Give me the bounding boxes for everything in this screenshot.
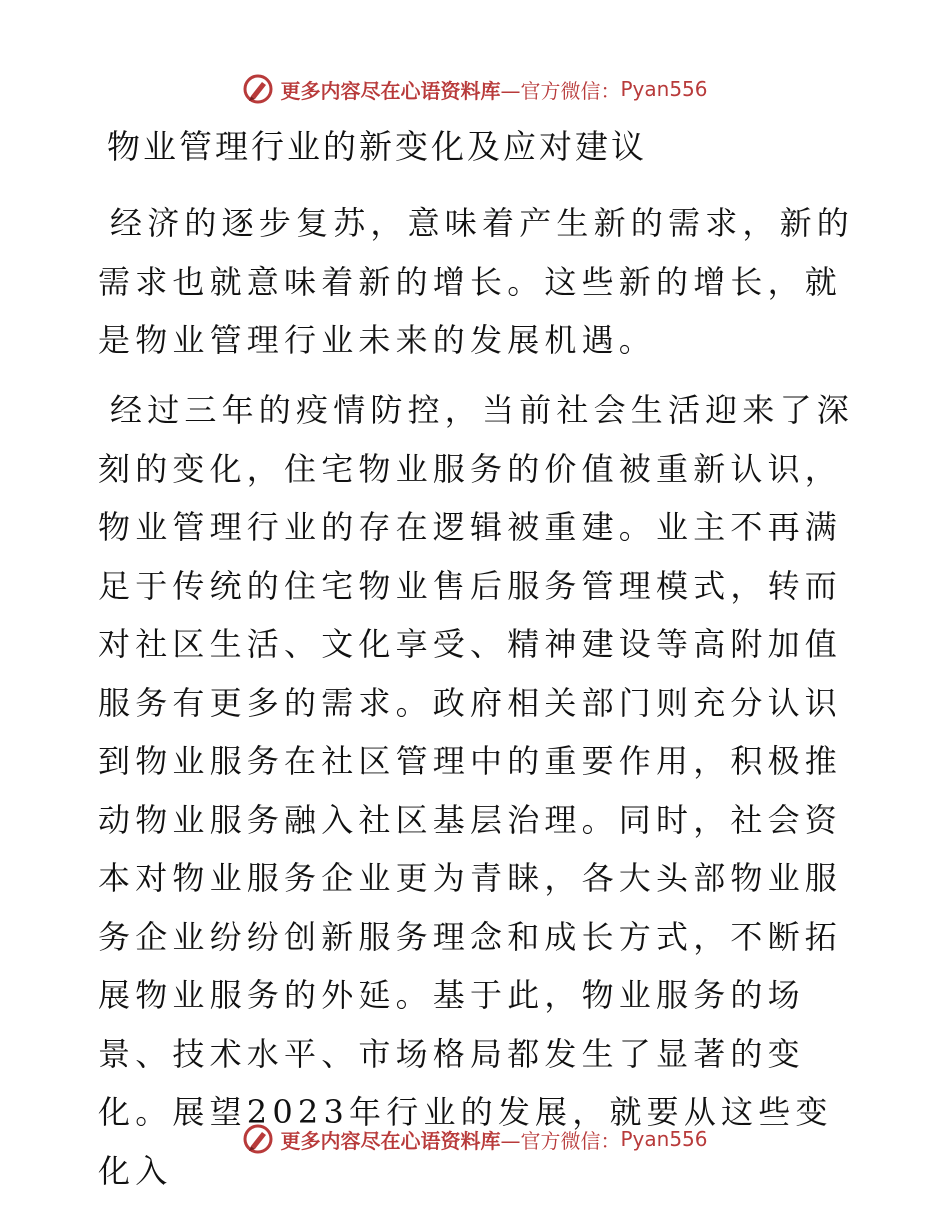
document-title: 物业管理行业的新变化及应对建议 [107,127,647,166]
watermark-wechat-label: —官方微信： [500,78,621,103]
watermark-handle: Pyan556 [620,77,708,101]
footer-watermark-banner [0,1123,950,1155]
watermark-wechat-label: —官方微信： [500,1128,621,1153]
paragraph: 经过三年的疫情防控，当前社会生活迎来了深刻的变化，住宅物业服务的价值被重新认识，物业管理行业的存在逻辑被重建。业主不再满足于传统的住宅物业售后服务管理模式，转而对社区生活、文化享受、精神建设等高附加值服务有更多的需求。政府相关部门则充分认识到物业服务在社区管理中的重要作用，积极推动物业服务融入社区基层治理。同时，社会资本对物业服务企业更为青睐，各大头部物业服务企业纷纷创新服务理念和成长方式，不断拓展物业服务的外延。基于此，物业服务的场景、技术水平、市场格局都发生了显著的变化。展望2023年行业的发展，就要从这些变化入 [98,391,855,1190]
paragraph: 经济的逐步复苏，意味着产生新的需求，新的需求也就意味着新的增长。这些新的增长，就是物业管理行业未来的发展机遇。 [98,204,855,359]
watermark-text: 更多内容尽在心语资料库 [280,78,501,103]
watermark-text: 更多内容尽在心语资料库 [280,1128,501,1153]
pen-logo-icon [242,1123,274,1155]
watermark-handle: Pyan556 [620,1127,708,1151]
pen-logo-icon [242,73,274,105]
header-watermark-banner [0,73,950,105]
